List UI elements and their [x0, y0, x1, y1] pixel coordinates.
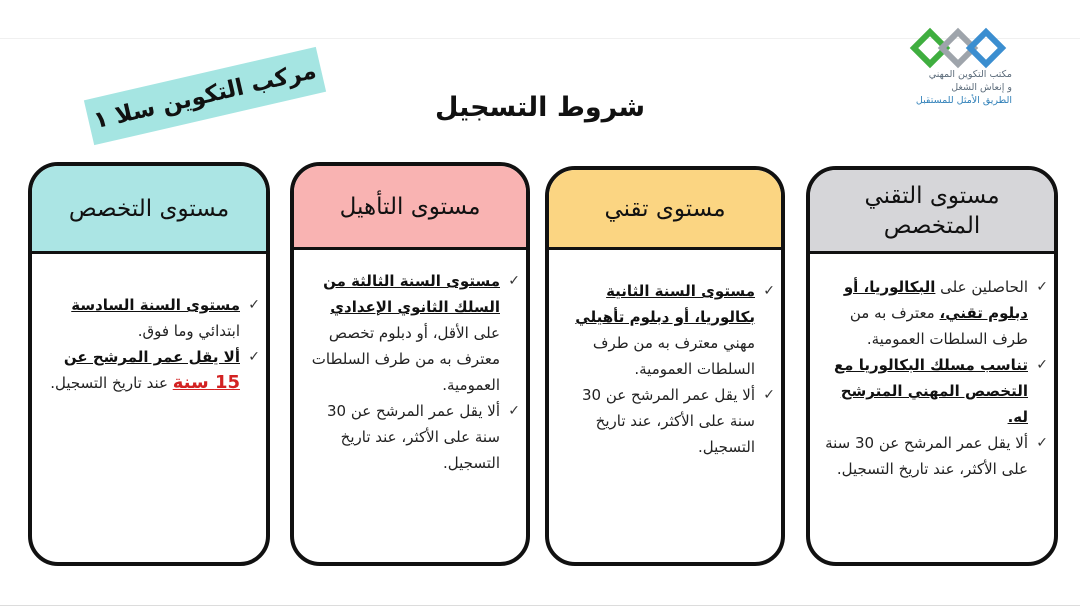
item-bold-text: مستوى السنة الثالثة من السلك الثانوي الإعدادي [323, 272, 500, 316]
list-item [294, 268, 526, 398]
item-text: ألا يقل عمر المرشح عن 30 سنة على الأكثر، عند تاريخ التسجيل. [582, 386, 755, 456]
item-bold-text: مستوى السنة الثانية بكالوريا، أو دبلوم تأهيلي [575, 282, 755, 326]
check-icon: ✓ [508, 273, 520, 289]
card-specialization [28, 162, 270, 566]
logo-line-3: الطريق الأمثل للمستقبل [915, 95, 1012, 106]
card-body [32, 292, 266, 396]
card-body [294, 268, 526, 476]
item-bold-text: مستوى السنة السادسة [71, 296, 240, 314]
list-item [32, 292, 266, 344]
logo-line-1: مكتب التكوين المهني [928, 69, 1012, 80]
logo-text [862, 68, 1012, 107]
list-item [810, 274, 1054, 352]
check-icon: ✓ [248, 297, 260, 313]
check-icon: ✓ [508, 403, 520, 419]
list-item [810, 430, 1054, 482]
logo-line-2: و إنعاش الشغل [951, 82, 1012, 93]
age-highlight: 15 سنة [172, 372, 240, 393]
complex-badge: مركب التكوين سلا ١ [84, 47, 326, 145]
diamond-chain-logo-icon [898, 26, 1018, 70]
ofppt-logo [862, 24, 1022, 126]
item-bold-text: البكالوريا، أو دبلوم تقني، [843, 278, 1028, 322]
check-icon: ✓ [248, 349, 260, 365]
item-text: الحاصلين على [935, 278, 1028, 296]
card-body [810, 274, 1054, 482]
list-item [810, 352, 1054, 430]
card-header: مستوى تقني [549, 170, 781, 250]
list-item [549, 382, 781, 460]
item-text: ابتدائي وما فوق. [137, 322, 240, 340]
card-qualification [290, 162, 530, 566]
check-icon: ✓ [1036, 357, 1048, 373]
check-icon: ✓ [1036, 435, 1048, 451]
card-header: مستوى التقني المتخصص [810, 170, 1054, 254]
list-item [32, 344, 266, 396]
card-header: مستوى التخصص [32, 166, 266, 254]
card-technician [545, 166, 785, 566]
item-text: على الأقل، أو دبلوم تخصص معترف به من طرف السلطات العمومية. [311, 324, 500, 394]
check-icon: ✓ [763, 283, 775, 299]
item-bold-text: ألا يقل عمر المرشح عن [63, 348, 240, 366]
item-text: ألا يقل عمر المرشح عن 30 سنة على الأكثر، عند تاريخ التسجيل. [327, 402, 500, 472]
card-header: مستوى التأهيل [294, 166, 526, 250]
check-icon: ✓ [763, 387, 775, 403]
card-body [549, 278, 781, 460]
list-item [294, 398, 526, 476]
item-bold-text: تناسب مسلك البكالوريا مع التخصص المهني المترشح له. [833, 356, 1028, 426]
item-text: ألا يقل عمر المرشح عن 30 سنة على الأكثر، عند تاريخ التسجيل. [825, 434, 1028, 478]
page-title: شروط التسجيل [434, 92, 646, 123]
item-text: مهني معترف به من طرف السلطات العمومية. [592, 334, 755, 378]
list-item [549, 278, 781, 382]
item-text: عند تاريخ التسجيل. [50, 374, 173, 392]
card-specialized-technician [806, 166, 1058, 566]
item-text: معترف به من طرف السلطات العمومية. [849, 304, 1028, 348]
check-icon: ✓ [1036, 279, 1048, 295]
